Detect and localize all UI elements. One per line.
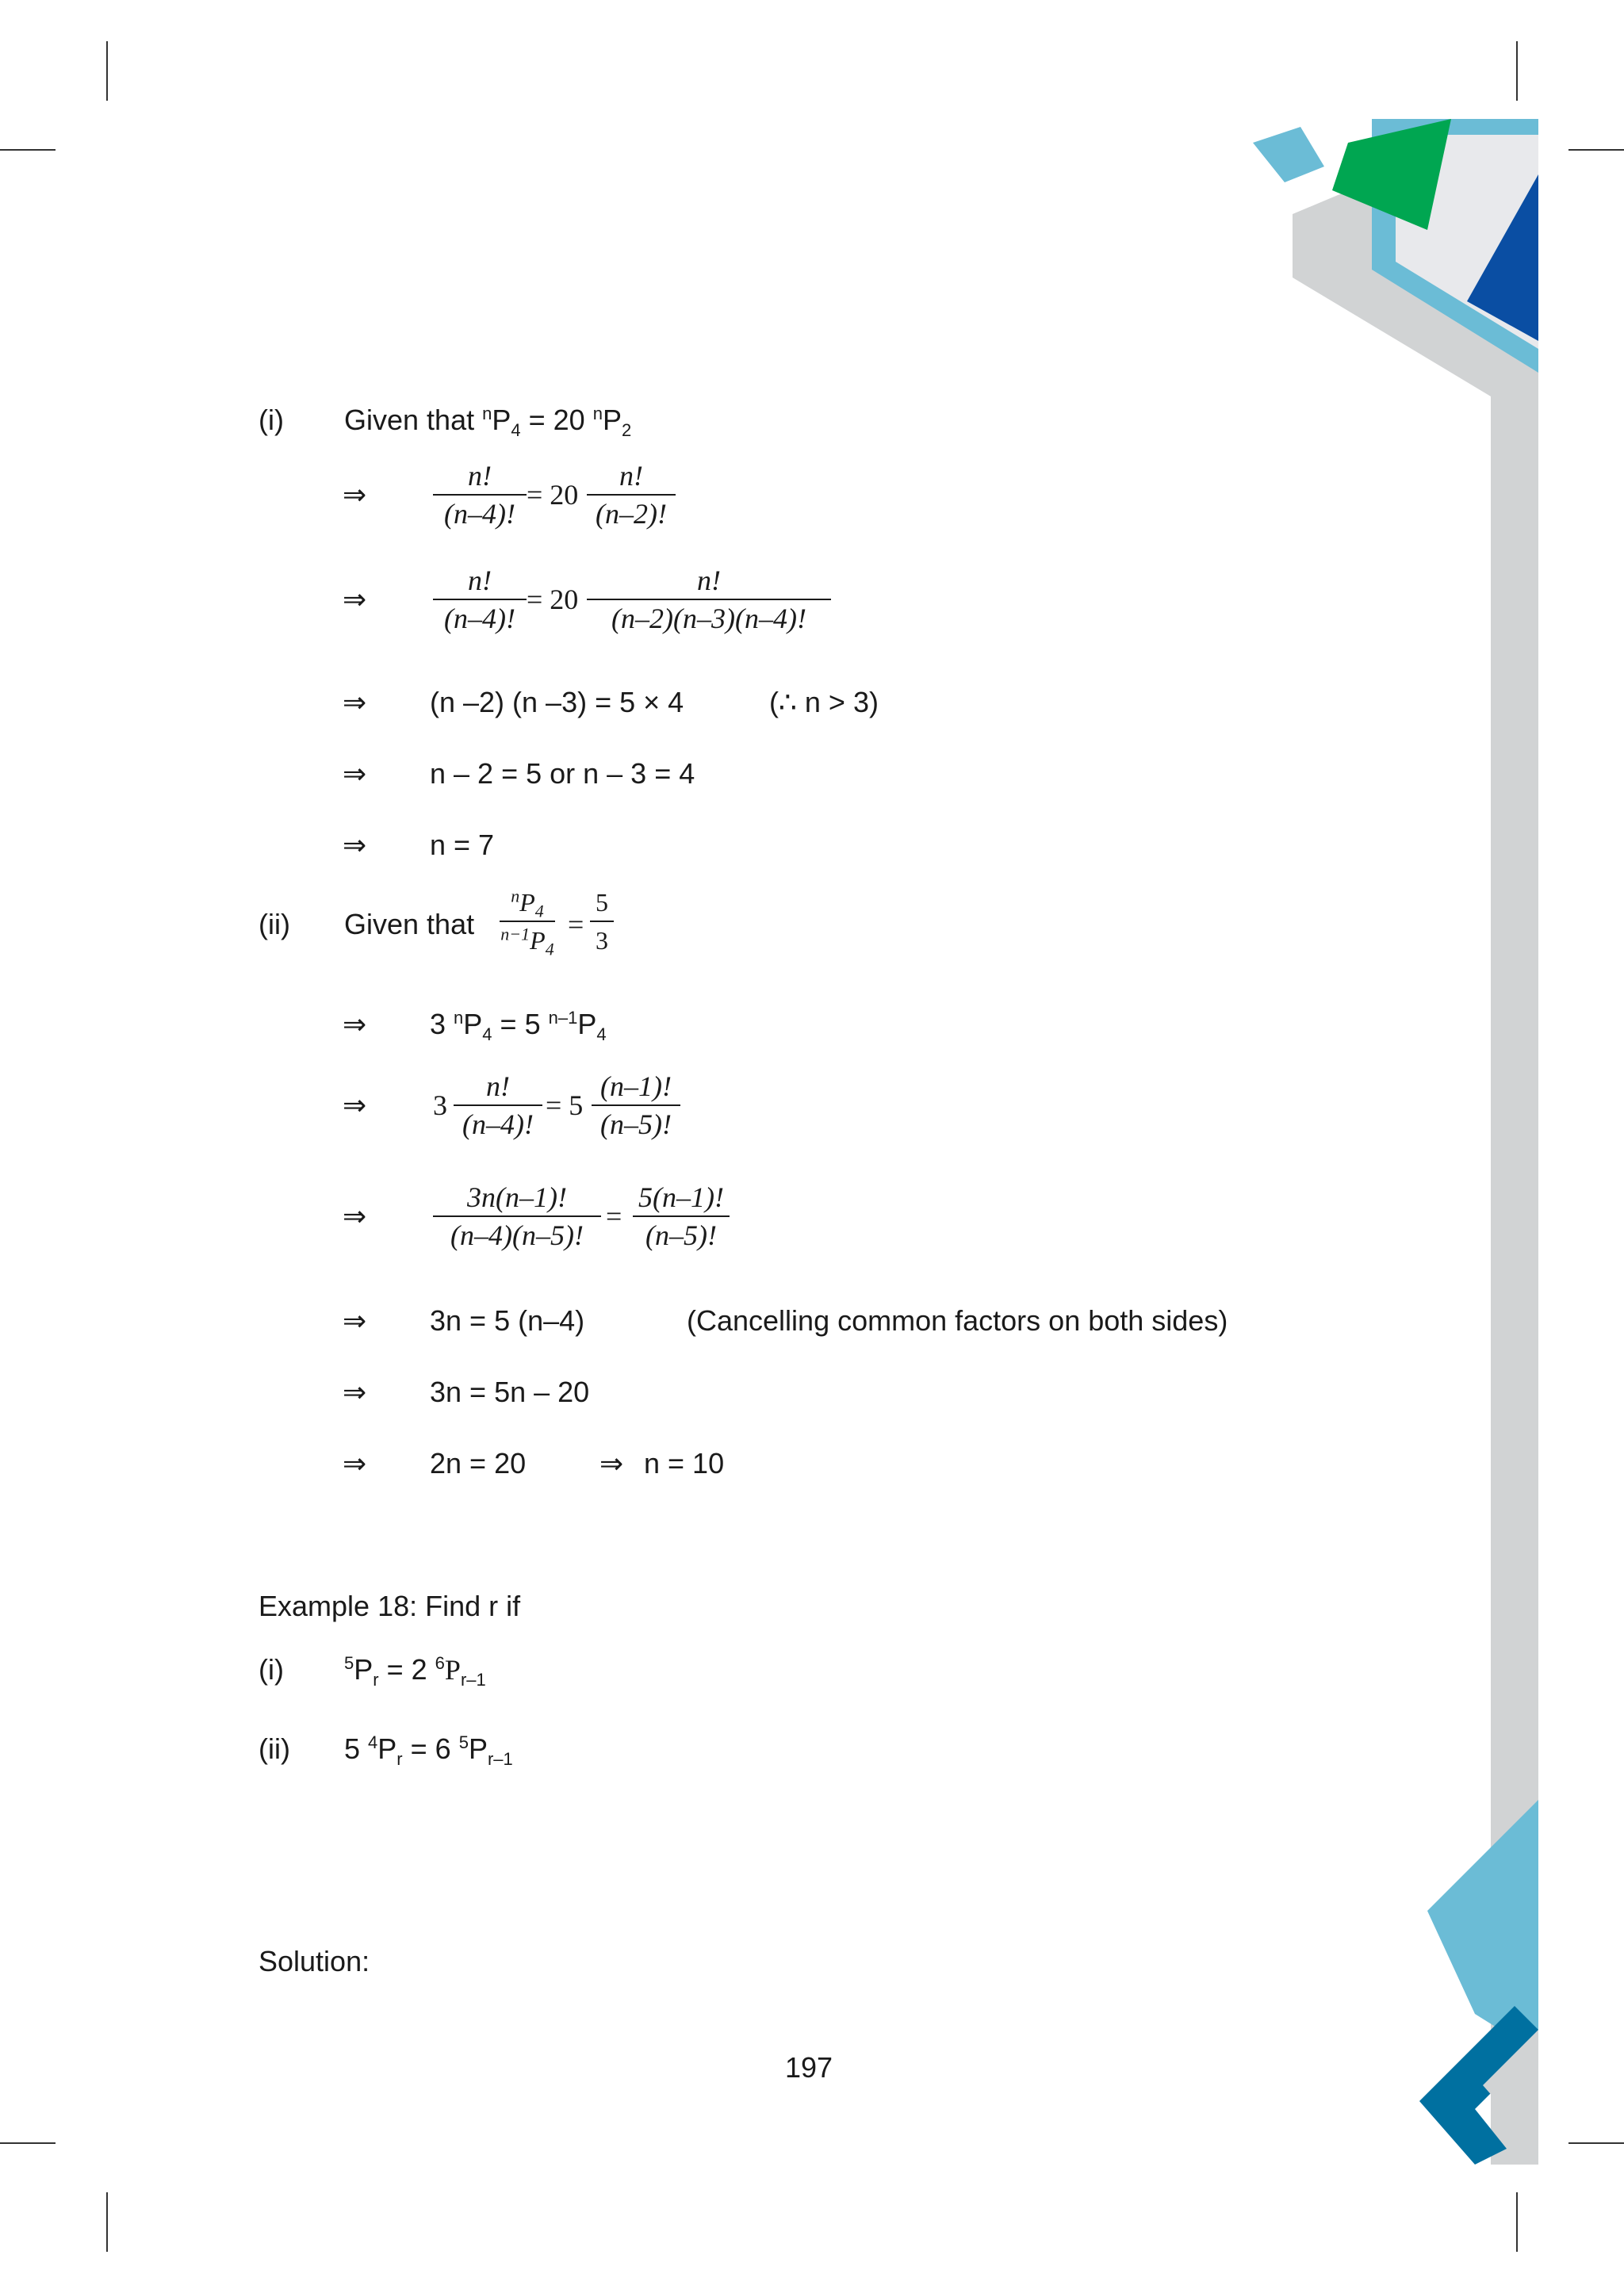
equals-sign: = [568,909,584,940]
eq-mid: = 2 [378,1653,435,1686]
denominator: (n–4)(n–5)! [450,1219,584,1251]
implies-arrow: ⇒ [343,1376,367,1409]
crop-mark [1568,2142,1624,2144]
equals-20: = 20 [527,479,579,511]
p-symbol: P [377,1732,397,1765]
sup-n-minus-1: n–1 [548,1008,578,1028]
denominator: 3 [596,926,608,955]
step-result: n = 10 [644,1447,725,1480]
crop-mark [0,149,56,151]
step-text: 2n = 20 [430,1447,527,1480]
sub-2: 2 [621,420,632,441]
sub-r-minus-1: r–1 [487,1749,513,1770]
p-symbol: P [602,404,622,436]
sub-r: r [396,1749,403,1770]
implies-arrow: ⇒ [343,687,367,719]
implies-arrow: ⇒ [343,1009,367,1041]
implies-arrow: ⇒ [343,1089,367,1122]
example-q2 [344,1732,513,1770]
p-symbol: P [463,1008,483,1040]
fraction-bar [433,494,527,496]
sub-r-minus-1: r–1 [460,1670,486,1690]
p-symbol: P [519,888,535,917]
numerator: 3n(n–1)! [467,1181,567,1213]
fraction-bar [592,1104,680,1106]
fraction-bar [433,1215,601,1217]
denominator: (n–2)! [596,498,667,530]
part-ii-label: (ii) [259,908,290,940]
example-q1 [344,1652,486,1690]
step-text: 3n = 5n – 20 [430,1376,590,1408]
crop-mark [106,2192,108,2252]
sub-4: 4 [596,1024,607,1045]
fraction [433,460,527,530]
numerator: n! [486,1070,510,1102]
sup-n: n [454,1008,464,1028]
example-title: Example 18: Find r if [259,1590,521,1622]
fraction-bar [500,921,555,922]
coef: 3 [430,1008,454,1040]
permutation-fraction [500,886,555,959]
fraction-bar [587,494,676,496]
p-symbol: P [492,404,511,436]
sup-6: 6 [435,1653,445,1673]
sup-4: 4 [368,1732,378,1752]
sup-5: 5 [344,1653,354,1673]
eq-mid: = 20 [520,404,593,436]
crop-mark [0,2142,56,2144]
numerator: n! [697,565,721,596]
sup-n: n [592,404,603,423]
equals-sign: = [606,1200,622,1232]
part-i-given [344,403,632,441]
decorative-banner [1237,119,1538,2180]
crop-mark [1516,41,1518,101]
sub-4: 4 [482,1024,492,1045]
p-symbol: P [530,926,546,955]
denominator: (n–2)(n–3)(n–4)! [611,603,806,634]
step-text: (n –2) (n –3) = 5 × 4 [430,686,684,718]
implies-arrow: ⇒ [343,584,367,616]
coef: 5 [344,1732,369,1765]
fraction [454,1070,542,1140]
denominator [500,924,555,959]
sup-n: n [482,404,492,423]
banner-blue-strip [1253,127,1324,182]
sup-5: 5 [458,1732,469,1752]
equals-5: = 5 [546,1089,584,1121]
part-ii-given: Given that [344,908,475,940]
implies-arrow: ⇒ [599,1448,624,1480]
p-symbol: P [354,1653,373,1686]
solution-label: Solution: [259,1945,370,1977]
step-text: n = 7 [430,829,495,861]
crop-mark [1516,2192,1518,2252]
part-i-label: (i) [259,404,284,436]
crop-mark [106,41,108,101]
eq-mid: = 6 [402,1732,459,1765]
equals-20: = 20 [527,584,579,615]
page-number: 197 [785,2051,833,2084]
implies-arrow: ⇒ [343,479,367,511]
implies-arrow: ⇒ [343,1200,367,1233]
implies-arrow: ⇒ [343,1305,367,1338]
fraction [587,460,676,530]
sub-r: r [373,1670,379,1690]
denominator: (n–4)! [462,1108,534,1140]
fraction [433,565,527,634]
sup-n: n [511,886,520,906]
given-text: Given that [344,404,483,436]
eq-mid: = 5 [492,1008,549,1040]
sup-n-minus-1: n−1 [500,924,530,944]
p-symbol: P [468,1732,488,1765]
p-symbol: P [444,1654,461,1686]
step-text: 3n = 5 (n–4) [430,1304,585,1337]
fraction-bar [454,1104,542,1106]
numerator: n! [619,460,643,492]
coef-3: 3 [433,1089,447,1121]
implies-arrow: ⇒ [343,758,367,790]
fraction-bar [433,599,527,600]
numerator: n! [468,565,492,596]
fraction [590,886,614,956]
numerator: n! [468,460,492,492]
fraction [592,1070,680,1140]
fraction [587,565,831,634]
fraction-bar [587,599,831,600]
implies-arrow: ⇒ [343,829,367,862]
sub-4: 4 [534,901,544,921]
sub-4: 4 [511,420,521,441]
p-symbol: P [577,1008,597,1040]
numerator: 5 [596,888,608,917]
step-text [430,1007,607,1045]
fraction [633,1181,730,1251]
denominator: (n–5)! [600,1108,672,1140]
numerator: (n–1)! [600,1070,672,1102]
step-note: (∴ n > 3) [769,686,879,718]
step-note: (Cancelling common factors on both sides) [687,1304,1228,1337]
step-text: n – 2 = 5 or n – 3 = 4 [430,757,695,790]
denominator: (n–4)! [444,603,515,634]
example-q2-label: (ii) [259,1732,290,1765]
fraction [433,1181,601,1251]
fraction-bar [590,921,614,922]
crop-mark [1568,149,1624,151]
fraction-bar [633,1215,730,1217]
numerator [500,886,555,921]
denominator: (n–5)! [645,1219,717,1251]
implies-arrow: ⇒ [343,1448,367,1480]
sub-4: 4 [545,939,554,959]
denominator: (n–4)! [444,498,515,530]
example-q1-label: (i) [259,1653,284,1686]
numerator: 5(n–1)! [638,1181,724,1213]
